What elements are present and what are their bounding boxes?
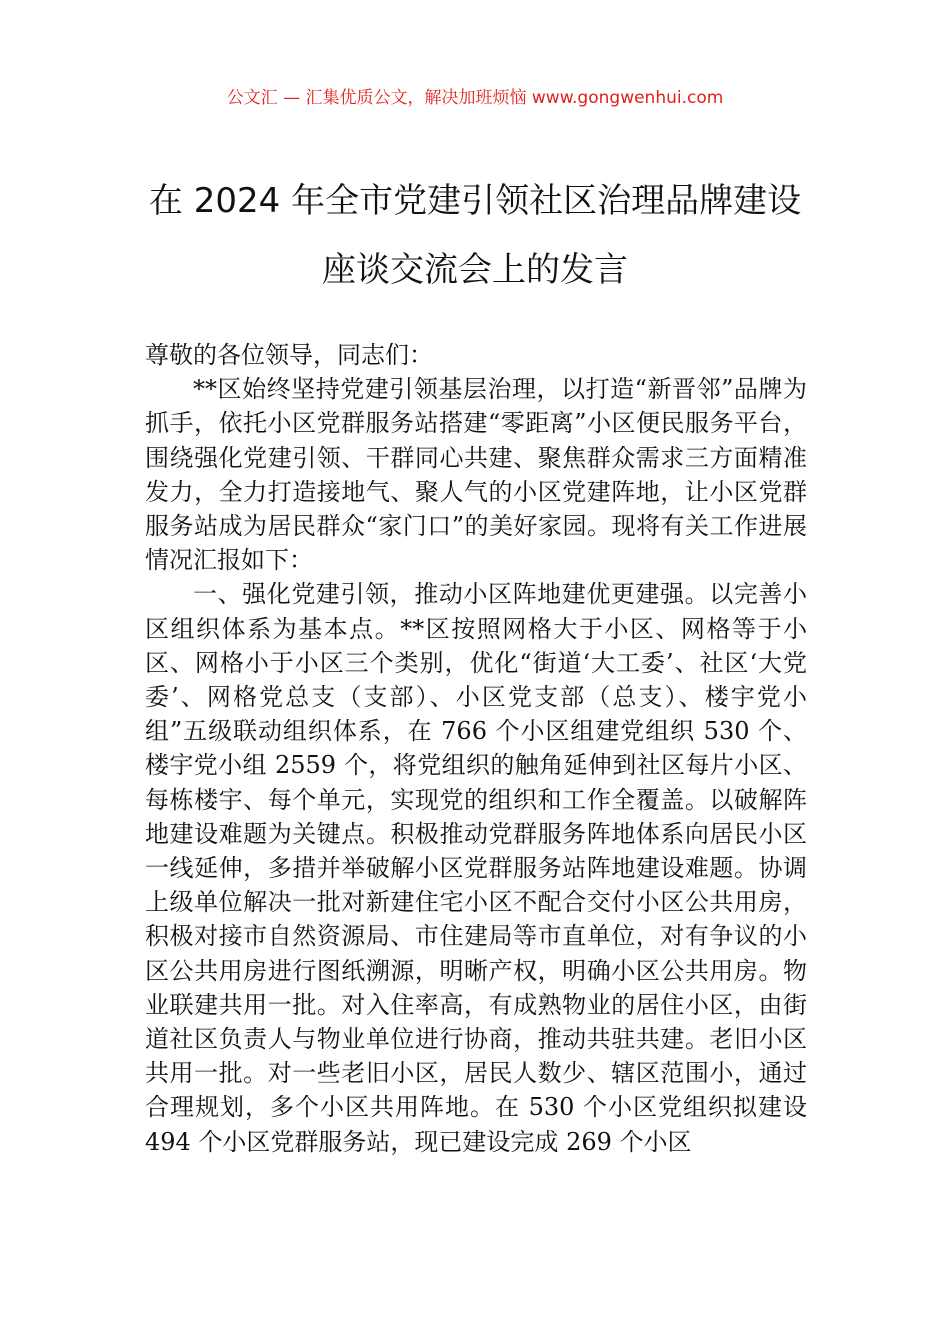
document-title-line-1: 在 2024 年全市党建引领社区治理品牌建设 [148,181,802,221]
document-title-line-2: 座谈交流会上的发言 [322,250,628,290]
header-banner: 公文汇 — 汇集优质公文，解决加班烦恼 www.gongwenhui.com [226,88,724,108]
salutation: 尊敬的各位领导，同志们： [145,341,433,369]
paragraph-section-one: 一、强化党建引领，推动小区阵地建优更建强。以完善小区组织体系为基本点。**区按照网格大于小区、网格等于小区、网格小于小区三个类别，优化“街道‘大工委’、社区‘大党委’、网格党总支（支部）、小区党支部（总支）、楼宇党小组”五级联动组织体系，在 766 个小区组建党组织 530 个、楼宇党小组 2559 个，将党组织的触角延伸到社区每片小区、每栋楼宇、每个单元，实现党的组织和工作全覆盖。以破解阵地建设难题为关键点。积极推动党群服务阵地体系向居民小区一线延伸，多措并举破解小区党群服务站阵地建设难题。协调上级单位解决一批对新建住宅小区不配合交付小区公共用房，积极对接市自然资源局、市住建局等市直单位，对有争议的小区公共用房进行图纸溯源，明晰产权，明确小区公共用房。物业联建共用一批。对入住率高，有成熟物业的居住小区，由街道社区负责人与物业单位进行协商，推动共驻共建。老旧小区共用一批。对一些老旧小区，居民人数少、辖区范围小，通过合理规划，多个小区共用阵地。在 530 个小区党组织拟建设 494 个小区党群服务站，现已建设完成 269 个小区 [145,580,807,1156]
paragraph-intro: **区始终坚持党建引领基层治理，以打造“新晋邻”品牌为抓手，依托小区党群服务站搭建“零距离”小区便民服务平台，围绕强化党建引领、干群同心共建、聚焦群众需求三方面精准发力，全力打造接地气、聚人气的小区党建阵地，让小区党群服务站成为居民群众“家门口”的美好家园。现将有关工作进展情况汇报如下： [145,375,807,575]
document-body [145,338,807,1159]
